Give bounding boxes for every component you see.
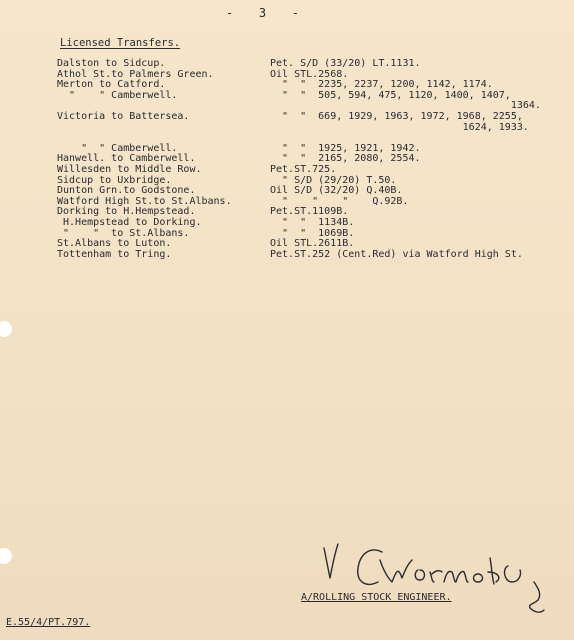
punch-hole-top [0, 321, 12, 337]
transfer-detail: " S/D (29/20) T.50. [270, 174, 397, 186]
transfer-row [0, 250, 574, 261]
transfer-detail: Pet.ST.252 (Cent.Red) via Watford High St. [270, 248, 523, 260]
transfer-route: Dunton Grn.to Godstone. [57, 185, 196, 197]
transfer-route: H.Hempstead to Dorking. [57, 216, 202, 228]
reference-number: E.55/4/PT.797. [6, 617, 91, 628]
transfer-route: Willesden to Middle Row. [57, 163, 202, 175]
transfer-detail: " " 669, 1929, 1963, 1972, 1968, 2255, [270, 110, 523, 122]
handwritten-signature [322, 538, 552, 618]
transfer-detail: " " 2165, 2080, 2554. [270, 153, 421, 165]
transfer-list [0, 59, 574, 260]
transfer-row [0, 218, 574, 229]
transfer-detail: " " 2235, 2237, 1200, 1142, 1174. [270, 79, 493, 91]
transfer-detail: Pet.ST.725. [270, 163, 337, 175]
transfer-route: " " to St.Albans. [57, 227, 190, 239]
transfer-route: Tottenham to Tring. [57, 248, 172, 260]
transfer-route: Athol St.to Palmers Green. [57, 68, 214, 80]
transfer-route: St.Albans to Luton. [57, 238, 172, 250]
transfer-detail: 1624, 1933. [270, 121, 529, 133]
transfer-detail: Pet. S/D (33/20) LT.1131. [270, 58, 421, 69]
transfer-route: " " Camberwell. [57, 89, 178, 101]
transfer-detail: Pet.ST.1109B. [270, 206, 349, 218]
transfer-row [0, 59, 574, 70]
transfer-detail: Oil STL.2611B. [270, 238, 355, 250]
transfer-route: Dalston to Sidcup. [57, 58, 166, 69]
transfer-route: Sidcup to Uxbridge. [57, 174, 172, 186]
transfer-row [0, 165, 574, 176]
transfer-detail: Oil S/D (32/20) Q.40B. [270, 185, 403, 197]
transfer-detail: " " 1134B. [270, 216, 355, 228]
punch-hole-bottom [0, 548, 12, 564]
page-number: - 3 - [226, 6, 301, 20]
transfer-row [0, 123, 574, 134]
transfer-detail: 1364. [270, 100, 541, 112]
transfer-route: Watford High St.to St.Albans. [57, 195, 232, 207]
transfer-row [0, 112, 574, 123]
transfer-detail: " " 1925, 1921, 1942. [270, 142, 421, 154]
section-heading: Licensed Transfers. [60, 37, 181, 49]
transfer-detail: Oil STL.2568. [270, 68, 349, 80]
transfer-detail: " " " Q.92B. [270, 195, 409, 207]
transfer-route: Hanwell. to Camberwell. [57, 153, 196, 165]
transfer-route: Merton to Catford. [57, 79, 166, 91]
transfer-route: Victoria to Battersea. [57, 110, 190, 122]
transfer-detail: " " 505, 594, 475, 1120, 1400, 1407, [270, 89, 511, 101]
transfer-route: " " Camberwell. [57, 142, 178, 154]
transfer-route: Dorking to H.Hempstead. [57, 206, 196, 218]
signatory-title: A/ROLLING STOCK ENGINEER. [301, 592, 452, 603]
transfer-detail: " " 1069B. [270, 227, 355, 239]
